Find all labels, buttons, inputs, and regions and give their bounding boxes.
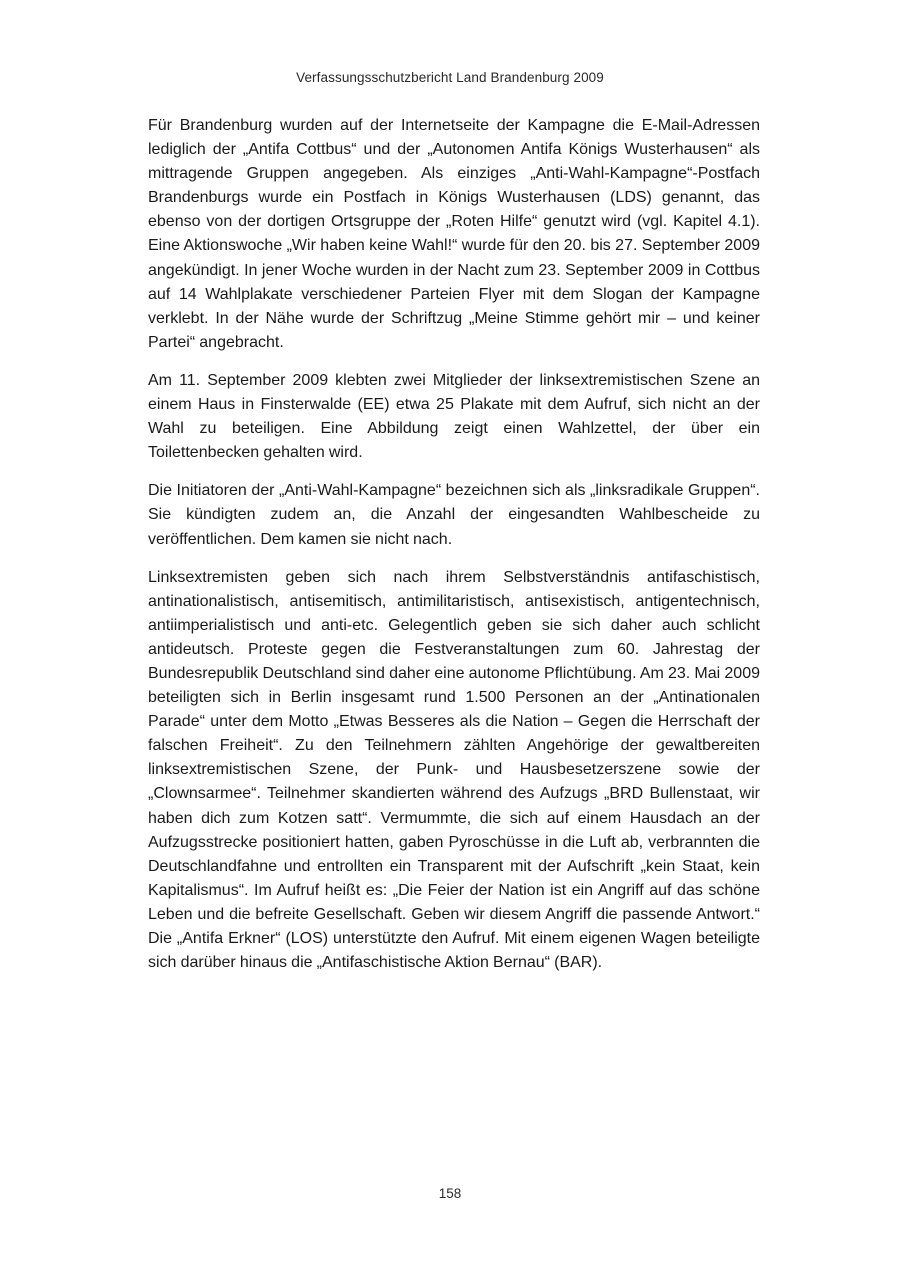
body-text [148, 114, 760, 989]
paragraph-1: Für Brandenburg wurden auf der Internetseite der Kampagne die E-Mail-Adressen lediglich der „Antifa Cottbus“ und der „Autonomen Antifa Königs Wusterhausen“ als mittragende Gruppen angegeben. Als einziges „Anti-Wahl-Kampagne“-Postfach Brandenburgs wurde ein Postfach in Königs Wusterhausen (LDS) genannt, das ebenso von der dortigen Ortsgruppe der „Roten Hilfe“ genutzt wird (vgl. Kapitel 4.1). Eine Aktionswoche „Wir haben keine Wahl!“ wurde für den 20. bis 27. September 2009 angekündigt. In jener Woche wurden in der Nacht zum 23. September 2009 in Cottbus auf 14 Wahlplakate verschiedener Parteien Flyer mit dem Slogan der Kampagne verklebt. In der Nähe wurde der Schriftzug „Meine Stimme gehört mir – und keiner Partei“ angebracht. [148, 117, 760, 351]
running-header: Verfassungsschutzbericht Land Brandenburg 2009 [296, 70, 604, 85]
paragraph-2: Am 11. September 2009 klebten zwei Mitglieder der linksextremistischen Szene an einem Haus in Finsterwalde (EE) etwa 25 Plakate mit dem Aufruf, sich nicht an der Wahl zu beteiligen. Eine Abbildung zeigt einen Wahlzettel, der über ein Toilettenbecken gehalten wird. [148, 371, 760, 462]
page-number: 158 [438, 1186, 462, 1201]
paragraph-3: Die Initiatoren der „Anti-Wahl-Kampagne“ bezeichnen sich als „linksradikale Gruppen“. Sie kündigten zudem an, die Anzahl der eingesandten Wahlbescheide zu veröffentlichen. Dem kamen sie nicht nach. [148, 482, 760, 548]
paragraph-4: Linksextremisten geben sich nach ihrem Selbstverständnis antifaschistisch, antinationalistisch, antisemitisch, antimilitaristisch, antisexistisch, antigentechnisch, antiimperialistisch und anti-etc. Gelegentlich geben sie sich daher auch schlicht antideutsch. Proteste gegen die Festveranstaltungen zum 60. Jahrestag der Bundesrepublik Deutschland sind daher eine autonome Pflichtübung. Am 23. Mai 2009 beteiligten sich in Berlin insgesamt rund 1.500 Personen an der „Antinationalen Parade“ unter dem Motto „Etwas Besseres als die Nation – Gegen die Herrschaft der falschen Freiheit“. Zu den Teilnehmern zählten Angehörige der gewaltbereiten linksextremistischen Szene, der Punk- und Hausbesetzerszene sowie der „Clownsarmee“. Teilnehmer skandierten während des Aufzugs „BRD Bullenstaat, wir haben dich zum Kotzen satt“. Vermummte, die sich auf einem Hausdach an der Aufzugsstrecke positioniert hatten, gaben Pyroschüsse in die Luft ab, verbrannten die Deutschlandfahne und entrollten ein Transparent mit der Aufschrift „kein Staat, kein Kapitalismus“. Im Aufruf heißt es: „Die Feier der Nation ist ein Angriff auf das schöne Leben und die befreite Gesellschaft. Geben wir diesem Angriff die passende Antwort.“ Die „Antifa Erkner“ (LOS) unterstützte den Aufruf. Mit einem eigenen Wagen beteiligte sich darüber hinaus die „Antifaschistische Aktion Bernau“ (BAR). [148, 568, 760, 972]
